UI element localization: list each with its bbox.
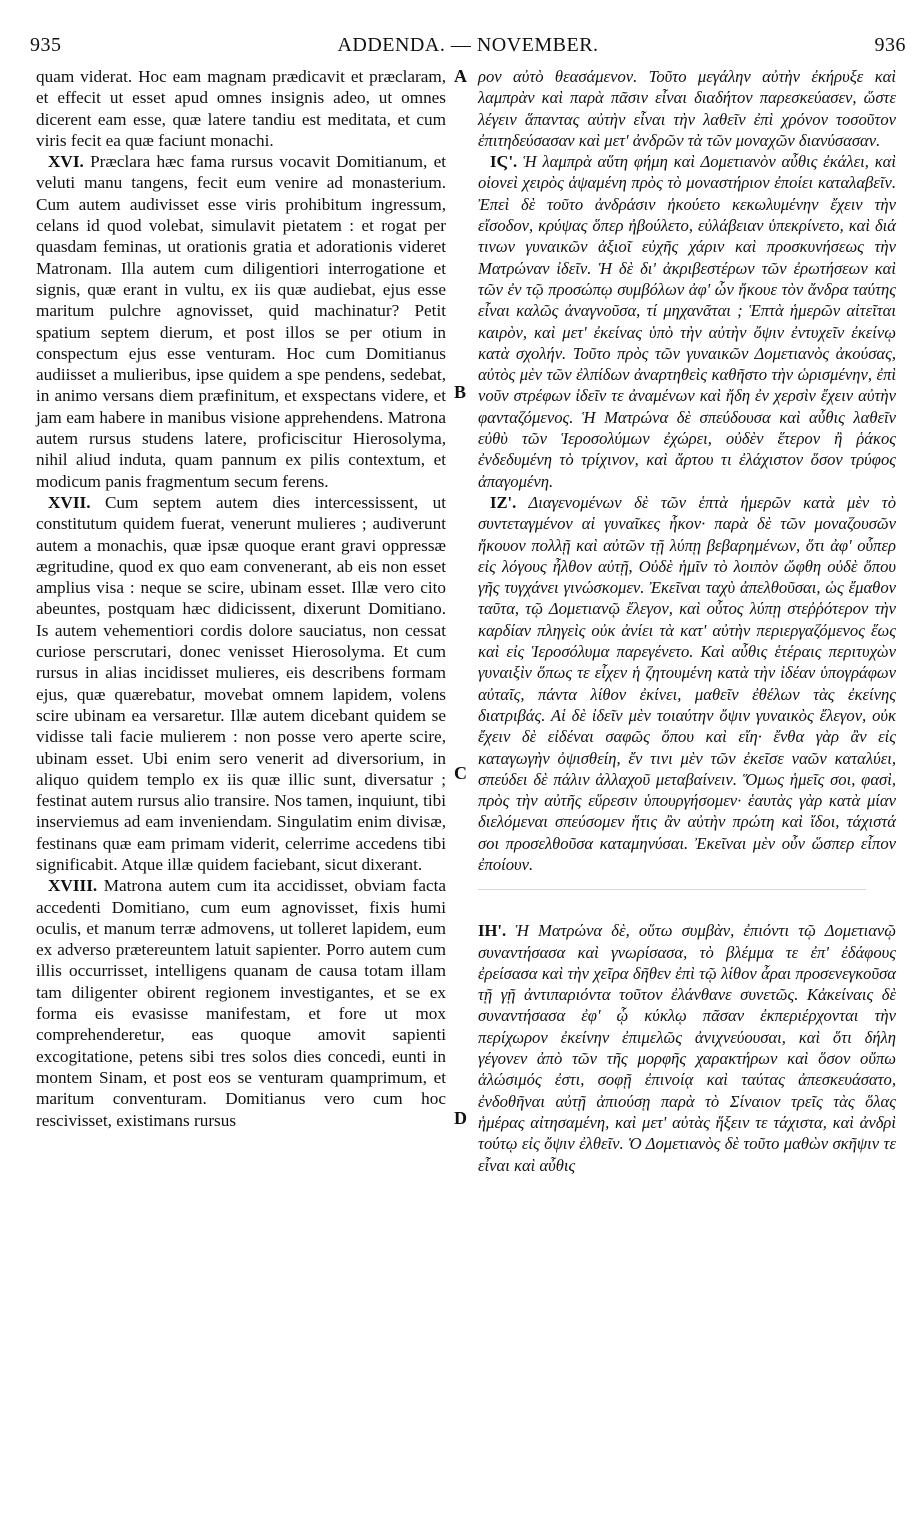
page-number-left: 935 <box>30 34 62 56</box>
section-number: ΙϚ'. <box>490 152 518 172</box>
latin-paragraph <box>36 875 446 1131</box>
latin-text: Cum septem autem dies intercessissent, ut constitutum quidem fuerat, venerunt mulieres ; audiverunt autem a monachis, quæ ipsæ quoque erant gravi oppressæ ægritudine, quod ex quo eam convenerant, ab eis non esset amplius visa : neque se scire, ubinam esset. Illæ vero cito abeuntes, postquam hæc didicissent, dixerunt Domitiano. Is autem vehementiori cordis dolore sauciatus, non cessat curiose perscrutari, donec venisset Hierosolyma. Et cum rursus in alias incidisset mulieres, eis describens formam ejus, quæ quærebatur, movebat omnem lapidem, volens scire ubinam ea versaretur. Illæ autem dicebant quidem se vidisse tali facie mulierem : non posse vero aperte scire, ubinam esset. Ubi enim sero venerit ad diversorium, in aliquo quidem templo ex iis quæ illic sunt, diversatur ; festinat autem rursus alio transire. Nos tamen, inquiunt, tibi inserviemus ad eam inveniendam. Singulatim enim divisæ, festinans quæ eam primam viderit, celerrime accedens tibi significabit. Atque illæ quidem faciebant, sicut dixerant. <box>36 492 446 874</box>
running-title: ADDENDA. — NOVEMBER. <box>337 34 599 56</box>
margin-marker-a: A <box>454 66 467 86</box>
margin-marker-d: D <box>454 1108 467 1128</box>
greek-paragraph <box>478 492 896 875</box>
section-number: XVIII. <box>48 876 98 896</box>
greek-paragraph <box>478 920 896 1176</box>
latin-text: quam viderat. Hoc eam magnam prædicavit et præclaram, et effecit ut esset apud omnes insignis adeo, ut omnes dicerent eam esse, quæ latere tandiu est meditata, et cum viris fecit ea quæ faciunt monachi. <box>36 67 446 150</box>
latin-paragraph <box>36 151 446 492</box>
section-number: ΙΖ'. <box>490 492 517 512</box>
greek-text: Διαγενομένων δὲ τῶν ἑπτὰ ἡμερῶν κατὰ μὲν τὸ συντεταγμένον αἱ γυναῖκες ἧκον· παρὰ δὲ τῶν μοναζουσῶν ἤκουον πολλῇ καὶ αὐτῶν τῇ λύπῃ βεβαρημένων, ὅτι ἀφ' οὗπερ εἰς λόγους ἦλθον αὐτῇ, Οὐδὲ ἡμῖν τὸ λοιπὸν ὤφθη οὐδὲ ὅπου γῆς τυγχάνει γινώσκομεν. Ἐκεῖναι ταχὺ ἀπελθοῦσαι, ὡς ἔμαθον ταῦτα, τῷ Δομετιανῷ ἔλεγον, καὶ οὗτος λύπῃ στεῤῥότερον τὴν καρδίαν πληγεὶς οὐκ ἀνίει τὰ κατ' αὐτὴν περιεργαζόμενος ἕως καὶ εἰς Ἱεροσόλυμα παρεγένετο. Καὶ αὖθις ἑτέραις περιτυχὼν γυναιξὶν ὅπως τε εἶχεν ἡ ζητουμένη κατὰ τὴν ἰδέαν ὑπογράφων αὐταῖς, πάντα λίθον ἐκίνει, μαθεῖν ἐθέλων τὰς ἐκείνης διατριβάς. Αἱ δὲ ἰδεῖν μὲν τοιαύτην ὄψιν γυναικὸς ἔλεγον, οὐκ ἔχειν δὲ εἰδέναι σαφῶς ὅπου καὶ εἴη· ἔνθα γὰρ ἂν εἰς καταγωγὴν ὀψισθείη, ἔν τινι μὲν τῶν ἐκεῖσε ναῶν καταλύει, σπεύδει δὲ πάλιν ἀλλαχοῦ μεταβαίνειν. Ὅμως ἡμεῖς σοι, φασὶ, πρὸς τὴν αὐτῆς εὕρεσιν ὑπουργήσομεν· ἑαυτὰς γὰρ κατὰ μίαν διελόμεναι σπεύσομεν ἥτις ἂν αὐτὴν πρώτη καὶ ἴδοι, τάχιστά σοι προσελθοῦσα καταμηνύσαι. Ἐκεῖναι μὲν οὖν ὥσπερ εἶπον ἐποίουν. <box>478 492 896 874</box>
section-divider <box>478 889 866 906</box>
margin-marker-b: B <box>454 382 467 402</box>
greek-text: ρον αὐτὸ θεασάμενον. Τοῦτο μεγάλην αὐτὴν ἐκήρυξε καὶ λαμπρὰν καὶ παρὰ πᾶσιν εἶναι διαδήτον παρεσκεύασεν, ὥστε λέγειν ἅπαντας αὐτὴν εἶναι τὴν λαθεῖν ἐπὶ χρόνον τοσοῦτον ἐπιτηδεύσασαν καὶ μετ' ἀνδρῶν τὰ τῶν μοναχῶν διανύσασαν. <box>478 67 896 150</box>
section-number: XVII. <box>48 492 91 512</box>
latin-text: Præclara hæc fama rursus vocavit Domitianum, et veluti manu tangens, fecit eum venire ad monasterium. Cum autem audivisset esse viris prohibitum ingressum, celans id quod volebat, simulavit pietatem : et rogat per quasdam feminas, ut orationis gratia et adorationis videret Matronam. Illa autem cum diligentiori interrogatione et signis, quæ erant in vultu, ex iis quæ audiebat, ejus esse maritum pulchre agnovisset, quid machinatur? Petit spatium septem dierum, et post illos se per otium in conspectum ejus esse venturam. Hoc cum Domitianus audiisset a mulieribus, ipse quidem a spe pendens, sedebat, in animo versans diem præfinitum, et exspectans videre, et jam eam habere in manibus visione apprehendens. Matrona autem rursus studens latere, proficiscitur Hierosolyma, nihil aliud induta, quam pannum ex pilis contextum, et modicum panis fragmentum secum ferens. <box>36 152 446 491</box>
latin-column <box>36 66 446 1131</box>
latin-text: Matrona autem cum ita accidisset, obviam facta accedenti Domitiano, cum eum agnovisset, fixis humi oculis, et manum terræ admovens, ut tolleret lapidem, eum ex adverso prætereuntem latuit sapienter. Porro autem cum illis occurrisset, intelligens quanam de causa totam illam tam diligenter obirent regionem investigantes, et se ex forma eis evasisse manifestam, et fore ut mox comprehenderetur, eas quoque amovit sapienti excogitatione, petens sibi tres solos dies concedi, eunti in montem Sinam, et post eos se venturam quamprimum, et maritum conventuram. Domitianus vero cum hoc rescivisset, existimans rursus <box>36 876 446 1130</box>
section-number: ΙΗ'. <box>478 921 507 941</box>
greek-text: Ἡ Ματρώνα δὲ, οὕτω συμβὰν, ἐπιόντι τῷ Δομετιανῷ συναντήσασα καὶ γνωρίσασα, τὸ βλέμμα τε ἐπ' ἐδάφους ἐρείσασα καὶ τὴν χεῖρα δῆθεν ἐπὶ τῷ λίθον ἆραι προσενεγκοῦσα τῇ γῇ ἀντιπαριόντα τοῦτον ἐλάνθανε συνετῶς. Κἀκείναις δὲ συναντήσασα ἐφ' ᾧ κύκλῳ πᾶσαν ἐκπεριέρχονται τὴν περίχωρον ἐκείνην ἐπιμελῶς ἀνιχνεύουσαι, καὶ ὅτι δήλη γέγονεν ἀπὸ τῶν τῆς μορφῆς χαρακτήρων καὶ ὅσον οὔπω ἁλώσιμός ἐστι, σοφῇ ἐπινοίᾳ καὶ ταύτας ἀπεσκευάσατο, ἐνδοθῆναι αὐτῇ ἀπιούσῃ παρὰ τὸ Σίναιον τρεῖς τὰς ὅλας ἡμέρας αἰτησαμένη, καὶ μετ' αὐτὰς ἥξειν τε τάχιστα, καὶ ἀνδρὶ τούτῳ εἰς ὄψιν ἐλθεῖν. Ὁ Δομετιανὸς δὲ τοῦτο μαθὼν σκῆψιν τε εἶναι καὶ αὖθις <box>478 921 896 1175</box>
margin-marker-c: C <box>454 763 467 783</box>
greek-paragraph <box>478 151 896 492</box>
greek-text: Ἡ λαμπρὰ αὕτη φήμη καὶ Δομετιανὸν αὖθις ἐκάλει, καὶ οἱονεὶ χειρὸς ἁψαμένη πρὸς τὸ μοναστήριον ἐποίει καταλαβεῖν. Ἐπεὶ δὲ τοῦτο ἀνδράσιν ἠκούετο κεκωλυμένην ἔχειν τὴν εἴσοδον, κρύψας ὅπερ ἠβούλετο, εὐλάβειαν ὑπεκρίνετο, καὶ διά τινων γυναικῶν ἀξιοῖ εὐχῆς χάριν καὶ προσκυνήσεως τὴν Ματρώναν ἰδεῖν. Ἡ δὲ δι' ἀκριβεστέρων τῶν ἐρωτήσεων καὶ τῶν ἐν τῷ προσώπῳ συμβόλων ἀφ' ὧν ἤκουε τὸν ἄνδρα ταύτης εἶναι καλῶς ἀναγνοῦσα, τί μηχανᾶται ; Ἑπτὰ ἡμερῶν αἰτεῖται καιρὸν, καὶ μετ' ἐκείνας ὑπὸ τὴν αὐτὴν ὄψιν ἐντυχεῖν ἐκείνῳ κατὰ σχολήν. Τοῦτο πρὸς τῶν γυναικῶν Δομετιανὸς ἀκούσας, αὐτὸς μὲν τῶν ἐλπίδων ἀναρτηθεὶς καθῆστο τὴν ὡρισμένην, ἐπὶ νοῦν στρέφων ἰδεῖν τε ἀναμένων καὶ ἤδη ἐν χερσὶν ἔχειν αὐτὴν φανταζόμενος. Ἡ Ματρώνα δὲ σπεύδουσα καὶ αὖθις λαθεῖν εὐθὺ τῶν Ἱεροσολύμων ἐχώρει, οὐδὲν ἕτερον ἢ ῥάκος ἐνδεδυμένη τὸ τρίχινον, καὶ ἄρτου τι ἐλάχιστον ὅσον τρύφος ἀπαγομένη. <box>478 152 896 491</box>
latin-paragraph <box>36 66 446 151</box>
greek-paragraph <box>478 66 896 151</box>
section-number: XVI. <box>48 152 84 172</box>
latin-paragraph <box>36 492 446 875</box>
page-number-right: 936 <box>874 34 906 56</box>
running-header <box>30 34 906 64</box>
greek-column <box>478 66 896 1176</box>
